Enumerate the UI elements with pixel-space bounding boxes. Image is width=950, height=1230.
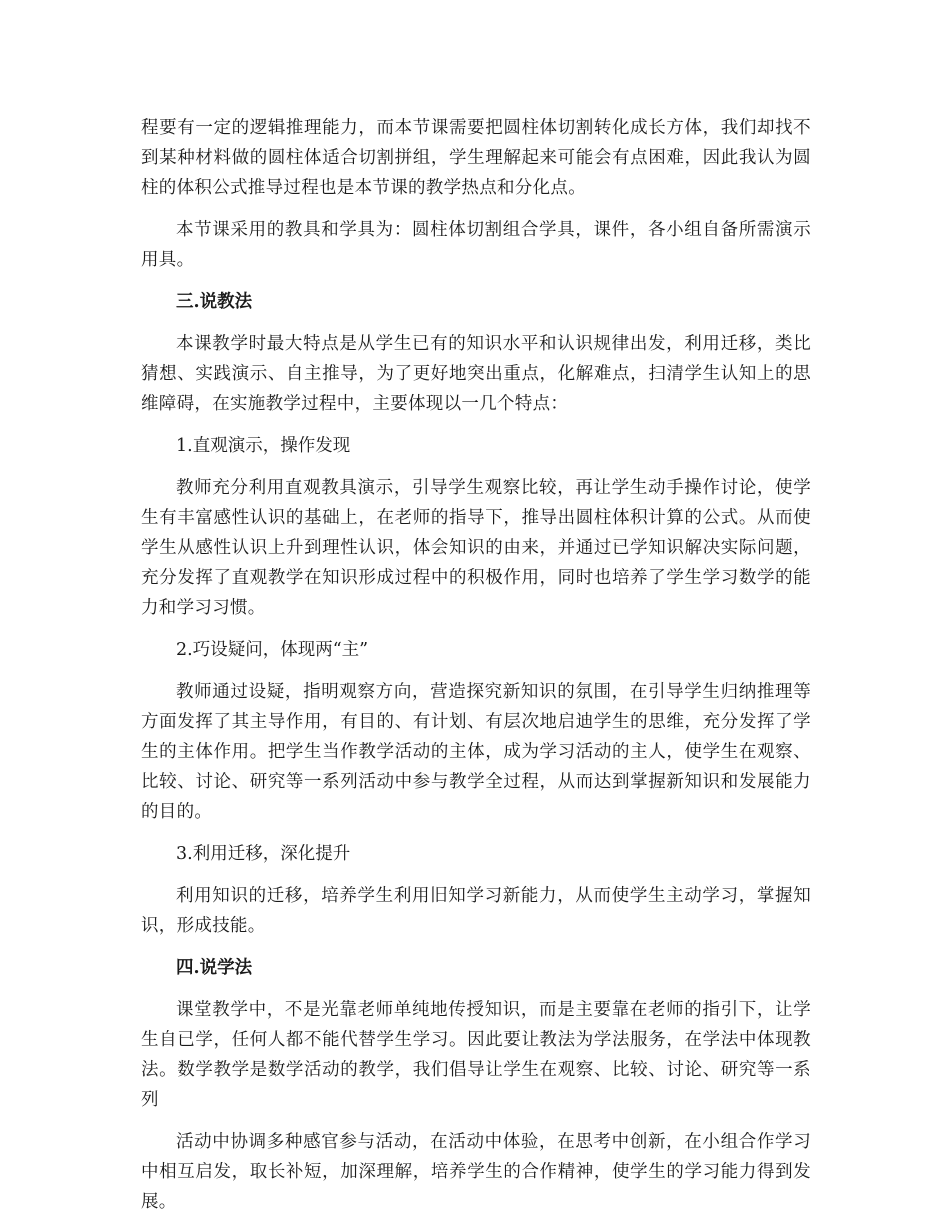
paragraph-intro-continued: 程要有一定的逻辑推理能力，而本节课需要把圆柱体切割转化成长方体，我们却找不到某种材料做的圆柱体适合切割拼组，学生理解起来可能会有点困难，因此我认为圆柱的体积公式推导过程也是本节课的教学热点和分化点。 xyxy=(141,118,811,198)
paragraph-questioning: 教师通过设疑，指明观察方向，营造探究新知识的氛围，在引导学生归纳推理等方面发挥了其主导作用，有目的、有计划、有层次地启迪学生的思维，充分发挥了学生的主体作用。把学生当作教学活动的主体，成为学习活动的主人，使学生在观察、比较、讨论、研究等一系列活动中参与教学全过程，从而达到掌握新知识和发展能力的目的。 xyxy=(141,682,811,822)
section-heading-teaching-method: 三.说教法 xyxy=(176,292,253,312)
subheading-questioning: 2.巧设疑问，体现两“主” xyxy=(176,640,369,660)
paragraph-learning-method: 课堂教学中，不是光靠老师单纯地传授知识，而是主要靠在老师的指引下，让学生自已学，任何人都不能代替学生学习。因此要让教法为学法服务，在学法中体现教法。数学教学是数学活动的教学，我们倡导让学生在观察、比较、讨论、研究等一系列 xyxy=(141,1000,811,1110)
subheading-demonstration: 1.直观演示，操作发现 xyxy=(176,436,351,456)
paragraph-transfer: 利用知识的迁移，培养学生利用旧知学习新能力，从而使学生主动学习，掌握知识，形成技能。 xyxy=(141,886,811,936)
document-page xyxy=(141,113,811,1229)
paragraph-teaching-aids: 本节课采用的教具和学具为：圆柱体切割组合学具，课件，各小组自备所需演示用具。 xyxy=(141,220,811,270)
subheading-transfer: 3.利用迁移，深化提升 xyxy=(176,844,351,864)
paragraph-activities: 活动中协调多种感官参与活动，在活动中体验，在思考中创新，在小组合作学习中相互启发，取长补短，加深理解，培养学生的合作精神，使学生的学习能力得到发展。 xyxy=(141,1132,811,1212)
paragraph-demonstration: 教师充分利用直观教具演示，引导学生观察比较，再让学生动手操作讨论，使学生有丰富感性认识的基础上，在老师的指导下，推导出圆柱体积计算的公式。从而使学生从感性认识上升到理性认识，体会知识的由来，并通过已学知识解决实际问题，充分发挥了直观教学在知识形成过程中的积极作用，同时也培养了学生学习数学的能力和学习习惯。 xyxy=(141,478,811,618)
section-heading-learning-method: 四.说学法 xyxy=(176,958,253,978)
paragraph-teaching-method-overview: 本课教学时最大特点是从学生已有的知识水平和认识规律出发，利用迁移，类比猜想、实践演示、自主推导，为了更好地突出重点，化解难点，扫清学生认知上的思维障碍，在实施教学过程中，主要体现以一几个特点： xyxy=(141,334,811,414)
